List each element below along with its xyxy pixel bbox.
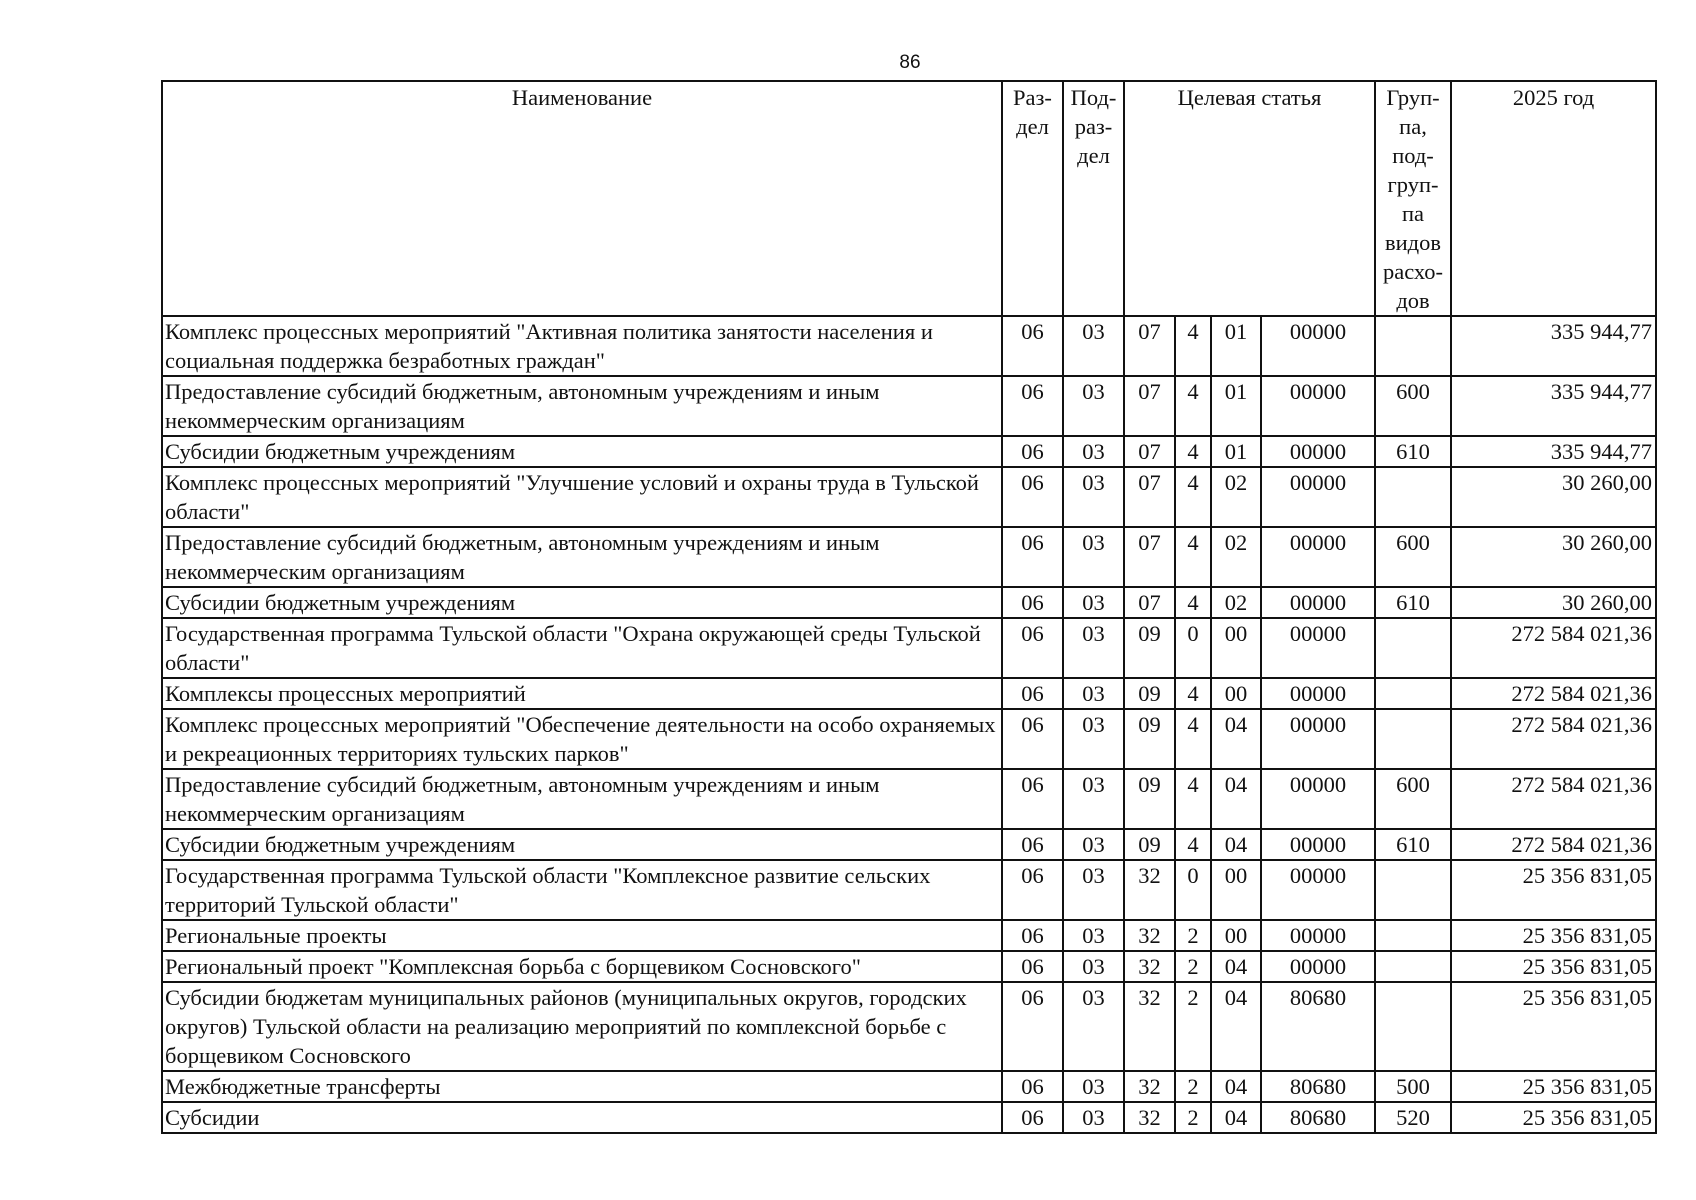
row-razdel: 06 [1002, 860, 1063, 920]
row-podrazdel: 03 [1063, 376, 1124, 436]
row-expense-group: 610 [1375, 829, 1451, 860]
budget-table [161, 80, 1657, 1134]
row-amount: 272 584 021,36 [1451, 829, 1656, 860]
row-name: Предоставление субсидий бюджетным, автономным учреждениям и иным некоммерческим организациям [162, 376, 1002, 436]
row-target-type: 4 [1175, 316, 1211, 376]
row-target-type: 4 [1175, 678, 1211, 709]
header-podrazdel-text: Под- раз- дел [1070, 85, 1117, 168]
row-amount: 30 260,00 [1451, 467, 1656, 527]
row-target-type: 2 [1175, 982, 1211, 1071]
row-name: Комплекс процессных мероприятий "Активная политика занятости населения и социальная поддержка безработных граждан" [162, 316, 1002, 376]
row-target-program: 32 [1124, 860, 1175, 920]
row-name: Государственная программа Тульской области "Охрана окружающей среды Тульской области" [162, 618, 1002, 678]
row-target-type: 0 [1175, 860, 1211, 920]
row-target-program: 07 [1124, 587, 1175, 618]
header-target-article: Целевая статья [1124, 81, 1375, 316]
row-name: Субсидии бюджетным учреждениям [162, 587, 1002, 618]
row-amount: 25 356 831,05 [1451, 920, 1656, 951]
row-name: Региональные проекты [162, 920, 1002, 951]
row-target-program: 09 [1124, 678, 1175, 709]
row-podrazdel: 03 [1063, 618, 1124, 678]
row-razdel: 06 [1002, 1102, 1063, 1133]
table-row [162, 678, 1656, 709]
row-name: Комплекс процессных мероприятий "Обеспечение деятельности на особо охраняемых и рекреационных территориях тульских парков" [162, 709, 1002, 769]
row-target-type: 4 [1175, 527, 1211, 587]
row-razdel: 06 [1002, 829, 1063, 860]
table-row [162, 467, 1656, 527]
row-target-direction: 00000 [1261, 829, 1375, 860]
row-expense-group [1375, 860, 1451, 920]
row-razdel: 06 [1002, 678, 1063, 709]
row-amount: 272 584 021,36 [1451, 618, 1656, 678]
row-podrazdel: 03 [1063, 678, 1124, 709]
row-expense-group [1375, 618, 1451, 678]
row-target-subprogram: 04 [1211, 709, 1261, 769]
row-target-subprogram: 02 [1211, 587, 1261, 618]
row-target-direction: 80680 [1261, 1102, 1375, 1133]
row-podrazdel: 03 [1063, 709, 1124, 769]
row-amount: 335 944,77 [1451, 316, 1656, 376]
row-podrazdel: 03 [1063, 436, 1124, 467]
table-row [162, 527, 1656, 587]
table-row [162, 982, 1656, 1071]
row-target-direction: 00000 [1261, 316, 1375, 376]
row-target-subprogram: 01 [1211, 316, 1261, 376]
row-target-type: 4 [1175, 769, 1211, 829]
row-amount: 25 356 831,05 [1451, 1102, 1656, 1133]
row-expense-group: 610 [1375, 436, 1451, 467]
row-name: Субсидии [162, 1102, 1002, 1133]
row-target-type: 4 [1175, 467, 1211, 527]
row-expense-group [1375, 316, 1451, 376]
row-target-program: 32 [1124, 1071, 1175, 1102]
row-target-direction: 00000 [1261, 376, 1375, 436]
row-target-program: 09 [1124, 618, 1175, 678]
row-target-program: 07 [1124, 527, 1175, 587]
row-expense-group: 520 [1375, 1102, 1451, 1133]
row-podrazdel: 03 [1063, 316, 1124, 376]
row-target-subprogram: 00 [1211, 860, 1261, 920]
row-target-type: 2 [1175, 951, 1211, 982]
row-target-program: 07 [1124, 376, 1175, 436]
row-target-program: 32 [1124, 920, 1175, 951]
header-razdel [1002, 81, 1063, 316]
row-amount: 335 944,77 [1451, 376, 1656, 436]
table-row [162, 920, 1656, 951]
row-target-type: 2 [1175, 1071, 1211, 1102]
row-razdel: 06 [1002, 527, 1063, 587]
header-group [1375, 81, 1451, 316]
table-row [162, 829, 1656, 860]
row-target-subprogram: 02 [1211, 527, 1261, 587]
row-target-direction: 80680 [1261, 1071, 1375, 1102]
row-razdel: 06 [1002, 920, 1063, 951]
row-razdel: 06 [1002, 1071, 1063, 1102]
row-expense-group: 500 [1375, 1071, 1451, 1102]
row-expense-group: 600 [1375, 527, 1451, 587]
row-target-subprogram: 04 [1211, 769, 1261, 829]
table-row [162, 618, 1656, 678]
table-row [162, 1102, 1656, 1133]
row-target-type: 0 [1175, 618, 1211, 678]
row-target-program: 32 [1124, 1102, 1175, 1133]
row-target-direction: 00000 [1261, 769, 1375, 829]
header-group-text: Груп- па, под- груп- па видов расхо- дов [1382, 85, 1444, 313]
row-target-subprogram: 04 [1211, 982, 1261, 1071]
table-body [162, 316, 1656, 1133]
row-name: Субсидии бюджетам муниципальных районов (муниципальных округов, городских округов) Тульской области на реализацию мероприятий по комплексной борьбе с борщевиком Сосновского [162, 982, 1002, 1071]
row-target-subprogram: 04 [1211, 951, 1261, 982]
table-row [162, 376, 1656, 436]
row-name: Комплексы процессных мероприятий [162, 678, 1002, 709]
row-target-direction: 80680 [1261, 982, 1375, 1071]
page-number: 86 [899, 52, 921, 73]
row-razdel: 06 [1002, 587, 1063, 618]
row-target-type: 2 [1175, 920, 1211, 951]
row-podrazdel: 03 [1063, 587, 1124, 618]
row-amount: 25 356 831,05 [1451, 860, 1656, 920]
row-amount: 272 584 021,36 [1451, 678, 1656, 709]
row-target-direction: 00000 [1261, 920, 1375, 951]
row-target-subprogram: 04 [1211, 1102, 1261, 1133]
row-target-program: 32 [1124, 951, 1175, 982]
row-podrazdel: 03 [1063, 1071, 1124, 1102]
row-target-direction: 00000 [1261, 860, 1375, 920]
row-expense-group: 610 [1375, 587, 1451, 618]
row-amount: 30 260,00 [1451, 587, 1656, 618]
row-target-program: 07 [1124, 467, 1175, 527]
row-target-direction: 00000 [1261, 436, 1375, 467]
row-expense-group: 600 [1375, 769, 1451, 829]
row-expense-group [1375, 951, 1451, 982]
row-target-type: 4 [1175, 709, 1211, 769]
row-target-type: 4 [1175, 436, 1211, 467]
table-header-row [162, 81, 1656, 316]
row-podrazdel: 03 [1063, 860, 1124, 920]
table-row [162, 587, 1656, 618]
row-target-type: 4 [1175, 829, 1211, 860]
row-amount: 25 356 831,05 [1451, 951, 1656, 982]
table-row [162, 860, 1656, 920]
row-razdel: 06 [1002, 316, 1063, 376]
header-razdel-text: Раз- дел [1013, 85, 1052, 139]
row-podrazdel: 03 [1063, 829, 1124, 860]
row-amount: 272 584 021,36 [1451, 769, 1656, 829]
row-expense-group [1375, 678, 1451, 709]
table-row [162, 709, 1656, 769]
row-target-program: 09 [1124, 769, 1175, 829]
table-row [162, 436, 1656, 467]
row-amount: 30 260,00 [1451, 527, 1656, 587]
row-razdel: 06 [1002, 376, 1063, 436]
header-name: Наименование [162, 81, 1002, 316]
row-name: Предоставление субсидий бюджетным, автономным учреждениям и иным некоммерческим организациям [162, 527, 1002, 587]
row-podrazdel: 03 [1063, 1102, 1124, 1133]
row-target-subprogram: 01 [1211, 436, 1261, 467]
row-amount: 272 584 021,36 [1451, 709, 1656, 769]
row-target-direction: 00000 [1261, 618, 1375, 678]
row-name: Субсидии бюджетным учреждениям [162, 436, 1002, 467]
row-podrazdel: 03 [1063, 467, 1124, 527]
row-target-subprogram: 04 [1211, 1071, 1261, 1102]
row-target-subprogram: 00 [1211, 678, 1261, 709]
row-podrazdel: 03 [1063, 951, 1124, 982]
row-target-program: 07 [1124, 316, 1175, 376]
row-razdel: 06 [1002, 982, 1063, 1071]
row-target-subprogram: 02 [1211, 467, 1261, 527]
row-target-subprogram: 00 [1211, 920, 1261, 951]
row-expense-group [1375, 982, 1451, 1071]
row-target-subprogram: 04 [1211, 829, 1261, 860]
row-target-subprogram: 01 [1211, 376, 1261, 436]
row-target-direction: 00000 [1261, 587, 1375, 618]
row-target-program: 07 [1124, 436, 1175, 467]
row-amount: 25 356 831,05 [1451, 1071, 1656, 1102]
row-podrazdel: 03 [1063, 769, 1124, 829]
row-target-direction: 00000 [1261, 709, 1375, 769]
row-podrazdel: 03 [1063, 920, 1124, 951]
row-target-program: 09 [1124, 829, 1175, 860]
row-target-type: 4 [1175, 587, 1211, 618]
table-row [162, 951, 1656, 982]
row-razdel: 06 [1002, 618, 1063, 678]
row-name: Субсидии бюджетным учреждениям [162, 829, 1002, 860]
row-target-subprogram: 00 [1211, 618, 1261, 678]
row-podrazdel: 03 [1063, 527, 1124, 587]
row-expense-group [1375, 709, 1451, 769]
row-razdel: 06 [1002, 951, 1063, 982]
header-podrazdel [1063, 81, 1124, 316]
row-amount: 335 944,77 [1451, 436, 1656, 467]
row-name: Региональный проект "Комплексная борьба с борщевиком Сосновского" [162, 951, 1002, 982]
row-razdel: 06 [1002, 436, 1063, 467]
table-row [162, 316, 1656, 376]
row-target-program: 09 [1124, 709, 1175, 769]
row-target-direction: 00000 [1261, 678, 1375, 709]
row-target-direction: 00000 [1261, 951, 1375, 982]
row-target-direction: 00000 [1261, 527, 1375, 587]
row-target-type: 2 [1175, 1102, 1211, 1133]
table-row [162, 1071, 1656, 1102]
row-expense-group [1375, 467, 1451, 527]
row-expense-group: 600 [1375, 376, 1451, 436]
row-target-program: 32 [1124, 982, 1175, 1071]
row-razdel: 06 [1002, 769, 1063, 829]
table-row [162, 769, 1656, 829]
row-expense-group [1375, 920, 1451, 951]
row-target-type: 4 [1175, 376, 1211, 436]
row-razdel: 06 [1002, 709, 1063, 769]
header-year: 2025 год [1451, 81, 1656, 316]
row-podrazdel: 03 [1063, 982, 1124, 1071]
row-name: Межбюджетные трансферты [162, 1071, 1002, 1102]
row-name: Комплекс процессных мероприятий "Улучшение условий и охраны труда в Тульской области" [162, 467, 1002, 527]
row-name: Предоставление субсидий бюджетным, автономным учреждениям и иным некоммерческим организациям [162, 769, 1002, 829]
row-name: Государственная программа Тульской области "Комплексное развитие сельских территорий Тульской области" [162, 860, 1002, 920]
row-amount: 25 356 831,05 [1451, 982, 1656, 1071]
row-target-direction: 00000 [1261, 467, 1375, 527]
row-razdel: 06 [1002, 467, 1063, 527]
